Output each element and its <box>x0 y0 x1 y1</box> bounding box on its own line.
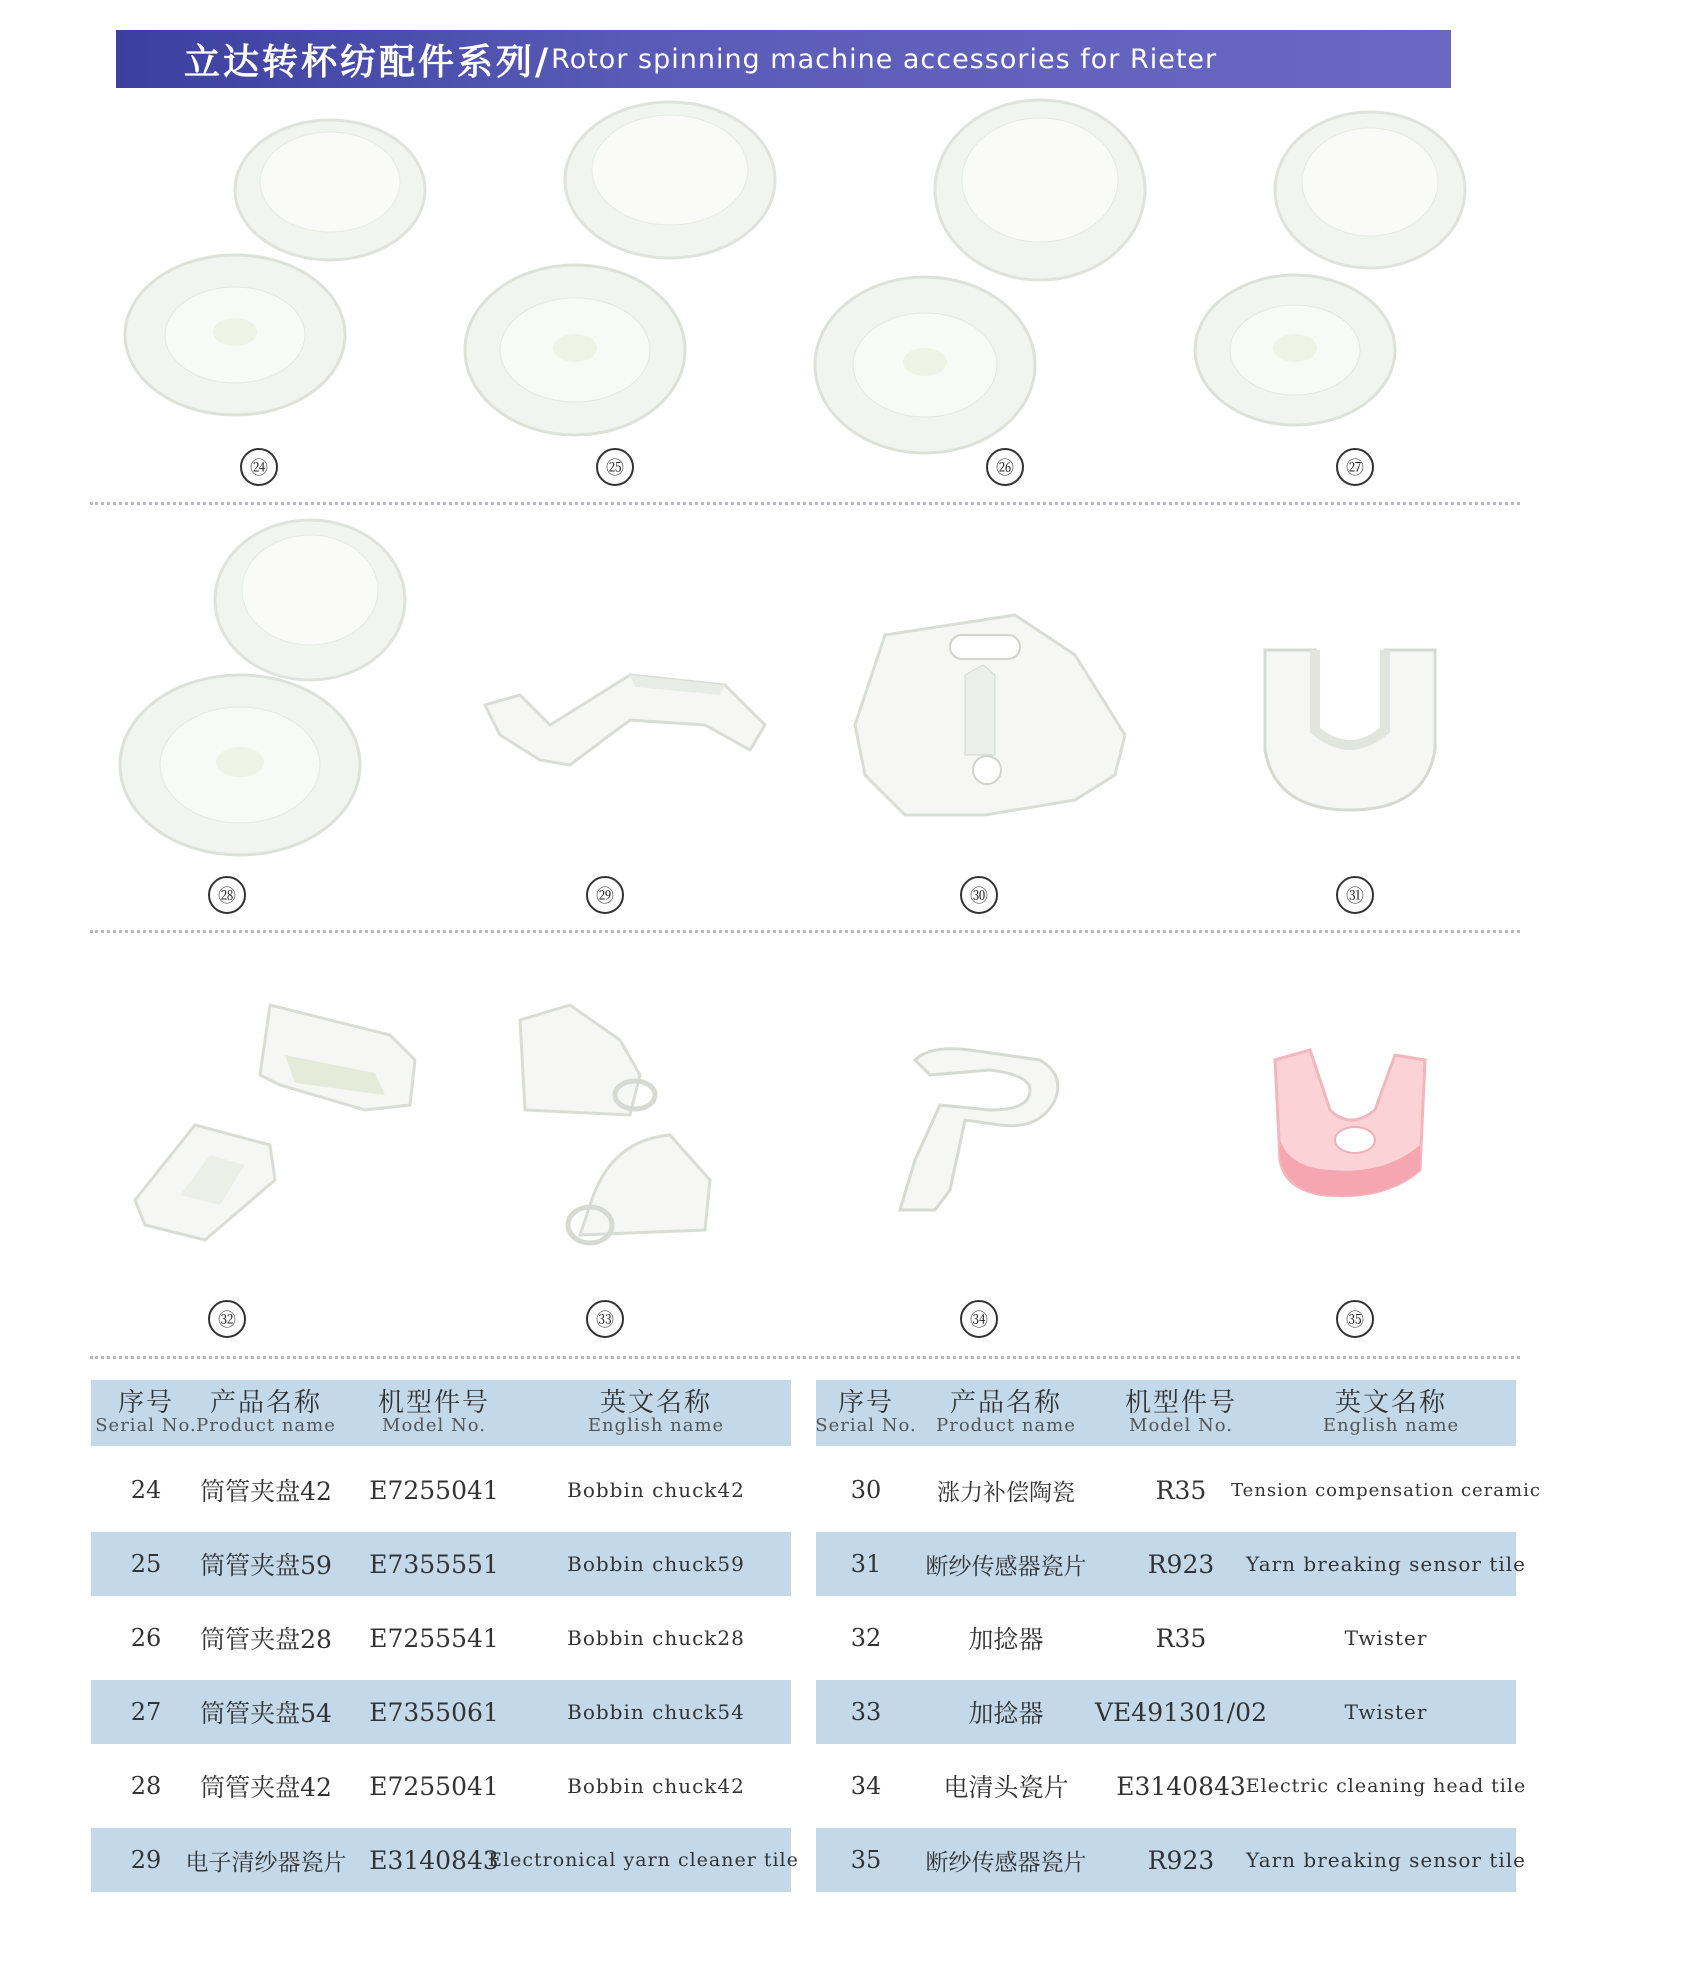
product-number-35: ㉟ <box>1336 1300 1374 1338</box>
row-divider <box>90 930 1520 933</box>
table-row <box>91 1606 791 1670</box>
product-header: 产品名称 Product name <box>936 1387 1076 1437</box>
product-cell: 电子清纱器瓷片 <box>185 1849 347 1876</box>
row-divider <box>90 1356 1520 1359</box>
table-row <box>816 1828 1526 1892</box>
english-cell: Yarn breaking sensor tile <box>1246 1848 1526 1872</box>
bobbin-chuck-pair-icon <box>130 110 450 430</box>
table-row <box>91 1680 791 1744</box>
title-banner <box>116 30 1451 88</box>
model-header: 机型件号 Model No. <box>377 1387 490 1437</box>
model-cell: E7255541 <box>369 1623 499 1653</box>
table-header <box>816 1380 1516 1446</box>
model-cell: R35 <box>1155 1475 1207 1505</box>
serial-cell: 35 <box>850 1846 882 1874</box>
model-cell: E3140843 <box>369 1845 499 1875</box>
english-cell: Bobbin chuck42 <box>567 1478 745 1502</box>
english-cell: Tension compensation ceramic <box>1231 1479 1541 1501</box>
english-header: 英文名称 English name <box>1322 1387 1460 1437</box>
yarn-cleaner-tile-icon <box>480 665 780 775</box>
model-cell: VE491301/02 <box>1095 1697 1267 1727</box>
title-chinese: 立达转杯纺配件系列/ <box>184 40 552 83</box>
product-number-34: ㉞ <box>960 1300 998 1338</box>
model-cell: E3140843 <box>1116 1771 1246 1801</box>
english-cell: Bobbin chuck28 <box>567 1626 745 1650</box>
model-cell: E7255041 <box>369 1771 499 1801</box>
product-number-33: ㉝ <box>586 1300 624 1338</box>
table-row <box>91 1828 799 1892</box>
product-number-27: ㉗ <box>1336 448 1374 486</box>
model-cell: E7355061 <box>369 1697 499 1727</box>
hook-tile-icon <box>890 1040 1080 1220</box>
table-row <box>816 1680 1516 1744</box>
serial-cell: 33 <box>850 1698 882 1726</box>
model-cell: R923 <box>1147 1549 1215 1579</box>
model-cell: R923 <box>1147 1845 1215 1875</box>
twister-pair-icon <box>125 995 425 1255</box>
model-cell: R35 <box>1155 1623 1207 1653</box>
english-cell: Electric cleaning head tile <box>1245 1775 1527 1797</box>
english-cell: Twister <box>1344 1626 1428 1650</box>
serial-cell: 25 <box>130 1550 162 1578</box>
english-cell: Yarn breaking sensor tile <box>1246 1552 1526 1576</box>
english-cell: Bobbin chuck42 <box>567 1774 745 1798</box>
tension-ceramic-icon <box>845 605 1135 835</box>
table-row <box>816 1754 1527 1818</box>
title-english: Rotor spinning machine accessories for Rieter <box>551 43 1218 75</box>
serial-cell: 29 <box>130 1846 162 1874</box>
serial-cell: 28 <box>130 1772 162 1800</box>
bobbin-chuck-pair-icon <box>1180 100 1470 440</box>
table-row <box>816 1458 1541 1522</box>
table-row <box>91 1532 791 1596</box>
product-cell: 筒管夹盘28 <box>200 1625 332 1654</box>
english-cell: Bobbin chuck54 <box>567 1700 745 1724</box>
product-cell: 筒管夹盘54 <box>200 1699 332 1728</box>
serial-cell: 26 <box>130 1624 162 1652</box>
product-number-30: ㉚ <box>960 876 998 914</box>
serial-cell: 24 <box>130 1476 162 1504</box>
serial-cell: 31 <box>850 1550 882 1578</box>
model-header: 机型件号 Model No. <box>1124 1387 1237 1437</box>
table-header <box>91 1380 791 1446</box>
product-cell: 筒管夹盘42 <box>200 1477 332 1506</box>
english-header: 英文名称 English name <box>587 1387 725 1437</box>
model-cell: E7255041 <box>369 1475 499 1505</box>
table-row <box>816 1606 1516 1670</box>
product-cell: 加捻器 <box>968 1699 1044 1728</box>
product-number-26: ㉖ <box>986 448 1024 486</box>
serial-header: 序号 Serial No. <box>815 1387 917 1437</box>
product-cell: 筒管夹盘59 <box>200 1551 332 1580</box>
serial-cell: 27 <box>130 1698 162 1726</box>
product-number-29: ㉙ <box>586 876 624 914</box>
product-cell: 涨力补偿陶瓷 <box>937 1479 1075 1506</box>
english-cell: Electronical yarn cleaner tile <box>488 1849 799 1871</box>
serial-cell: 32 <box>850 1624 882 1652</box>
product-number-32: ㉜ <box>208 1300 246 1338</box>
bobbin-chuck-pair-icon <box>110 510 440 870</box>
product-number-28: ㉘ <box>208 876 246 914</box>
serial-cell: 34 <box>850 1772 882 1800</box>
u-shaped-tile-icon <box>1255 640 1445 820</box>
row-divider <box>90 502 1520 505</box>
table-row <box>816 1532 1526 1596</box>
product-cell: 筒管夹盘42 <box>200 1773 332 1802</box>
table-row <box>91 1458 791 1522</box>
product-number-31: ㉛ <box>1336 876 1374 914</box>
product-cell: 断纱传感器瓷片 <box>925 1553 1087 1580</box>
product-cell: 电清头瓷片 <box>943 1773 1069 1802</box>
model-cell: E7355551 <box>369 1549 499 1579</box>
twister-pair-icon <box>510 1000 740 1260</box>
english-cell: Twister <box>1344 1700 1428 1724</box>
pink-u-tile-icon <box>1265 1040 1435 1205</box>
table-row <box>91 1754 791 1818</box>
product-header: 产品名称 Product name <box>196 1387 336 1437</box>
serial-cell: 30 <box>850 1476 882 1504</box>
product-number-25: ㉕ <box>596 448 634 486</box>
english-cell: Bobbin chuck59 <box>567 1552 745 1576</box>
bobbin-chuck-pair-icon <box>465 100 785 440</box>
bobbin-chuck-pair-icon <box>815 100 1145 460</box>
product-number-24: ㉔ <box>240 448 278 486</box>
product-cell: 断纱传感器瓷片 <box>925 1849 1087 1876</box>
product-cell: 加捻器 <box>968 1625 1044 1654</box>
serial-header: 序号 Serial No. <box>95 1387 197 1437</box>
